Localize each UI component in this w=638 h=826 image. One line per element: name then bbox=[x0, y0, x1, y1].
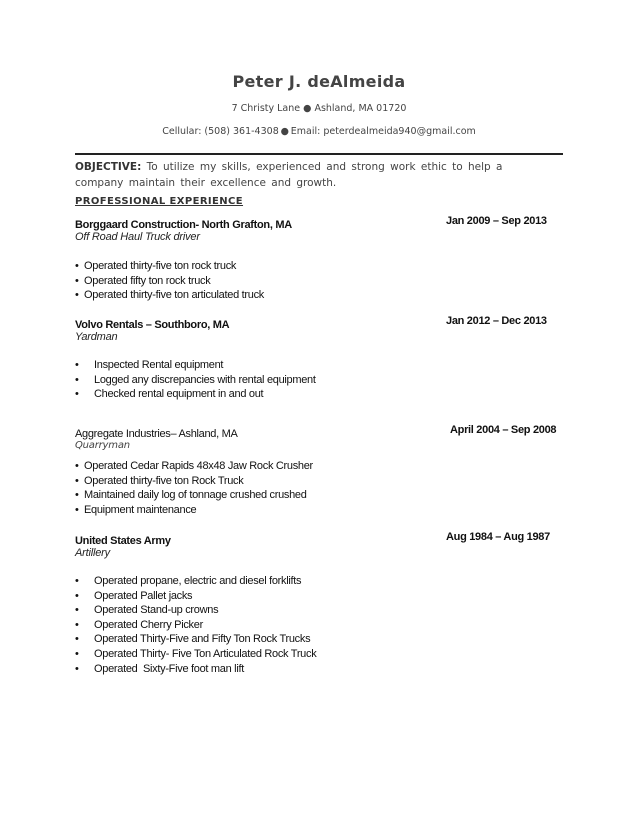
contact-line bbox=[0, 126, 638, 137]
header-divider bbox=[75, 153, 563, 155]
bullet-icon: • bbox=[75, 647, 79, 660]
objective-paragraph bbox=[75, 159, 555, 191]
list-item: • Operated Pallet jacks bbox=[75, 589, 193, 602]
bullet-icon: • bbox=[75, 474, 79, 487]
employment-dates: Jan 2009 – Sep 2013 bbox=[446, 215, 547, 227]
list-item: • Inspected Rental equipment bbox=[75, 359, 224, 371]
list-item: • Checked rental equipment in and out bbox=[75, 388, 264, 401]
list-item: • Operated thirty-five ton rock truck bbox=[75, 260, 237, 272]
duty-list bbox=[75, 459, 313, 517]
employer-name: Aggregate Industries– Ashland, MA bbox=[75, 428, 238, 440]
list-item: • Operated Sixty-Five foot man lift bbox=[75, 662, 244, 675]
employer-name: United States Army bbox=[75, 535, 171, 547]
candidate-name: Peter J. deAlmeida bbox=[232, 72, 406, 91]
employer-name: Volvo Rentals – Southboro, MA bbox=[75, 319, 230, 331]
section-title-experience: PROFESSIONAL EXPERIENCE bbox=[75, 196, 244, 207]
duty-list bbox=[75, 358, 316, 402]
bullet-icon: • bbox=[75, 373, 79, 386]
list-item: • Operated Cedar Rapids 48x48 Jaw Rock Crusher bbox=[75, 460, 313, 472]
list-item: • Logged any discrepancies with rental equipment bbox=[75, 373, 316, 386]
bullet-icon: • bbox=[75, 388, 79, 401]
employment-dates: April 2004 – Sep 2008 bbox=[450, 424, 557, 436]
bullet-icon: • bbox=[75, 460, 79, 472]
duty-list bbox=[75, 259, 264, 303]
employment-dates: Jan 2012 – Dec 2013 bbox=[446, 315, 547, 327]
bullet-icon: • bbox=[75, 618, 79, 631]
list-item: • Operated Stand-up crowns bbox=[75, 604, 219, 617]
list-item: • Operated fifty ton rock truck bbox=[75, 274, 211, 287]
objective-text: To utilize my skills, experienced and strong work ethic to help a company maintain their excellence and growth. bbox=[75, 161, 503, 189]
bullet-icon: • bbox=[75, 662, 79, 675]
bullet-icon: • bbox=[75, 274, 79, 287]
list-item: • Operated thirty-five ton articulated truck bbox=[75, 289, 264, 302]
list-item: • Operated propane, electric and diesel forklifts bbox=[75, 575, 302, 587]
bullet-icon: • bbox=[75, 589, 79, 602]
list-item: • Operated thirty-five ton Rock Truck bbox=[75, 474, 244, 487]
bullet-icon: • bbox=[75, 489, 79, 502]
list-item: • Maintained daily log of tonnage crushed crushed bbox=[75, 489, 307, 502]
email-address: Email: peterdealmeida940@gmail.com bbox=[290, 126, 476, 137]
list-item: • Operated Thirty- Five Ton Articulated Rock Truck bbox=[75, 647, 317, 660]
list-item: • Operated Thirty-Five and Fifty Ton Rock Trucks bbox=[75, 633, 311, 646]
objective-label: OBJECTIVE: bbox=[75, 161, 142, 173]
job-entry bbox=[75, 215, 565, 302]
job-title: Off Road Haul Truck driver bbox=[75, 231, 200, 243]
job-title: Yardman bbox=[75, 331, 118, 343]
job-title: Artillery bbox=[75, 547, 110, 559]
home-address: 7 Christy Lane ● Ashland, MA 01720 bbox=[231, 103, 407, 114]
cellular-number: Cellular: (508) 361-4308 bbox=[162, 126, 279, 137]
job-entry bbox=[75, 315, 565, 401]
bullet-icon: • bbox=[75, 260, 79, 272]
bullet-icon: • bbox=[75, 289, 79, 302]
list-item: • Operated Cherry Picker bbox=[75, 618, 203, 631]
bullet-icon: • bbox=[75, 359, 79, 371]
bullet-icon: • bbox=[75, 633, 79, 646]
job-entry bbox=[75, 424, 565, 516]
employment-dates: Aug 1984 – Aug 1987 bbox=[446, 531, 550, 543]
separator-dot: ● bbox=[280, 126, 289, 137]
employer-name: Borggaard Construction- North Grafton, MA bbox=[75, 219, 292, 231]
bullet-icon: • bbox=[75, 575, 79, 587]
duty-list bbox=[75, 574, 316, 676]
job-title: Quarryman bbox=[75, 440, 130, 451]
bullet-icon: • bbox=[75, 503, 79, 516]
list-item: • Equipment maintenance bbox=[75, 503, 197, 516]
bullet-icon: • bbox=[75, 604, 79, 617]
job-entry bbox=[75, 531, 565, 675]
